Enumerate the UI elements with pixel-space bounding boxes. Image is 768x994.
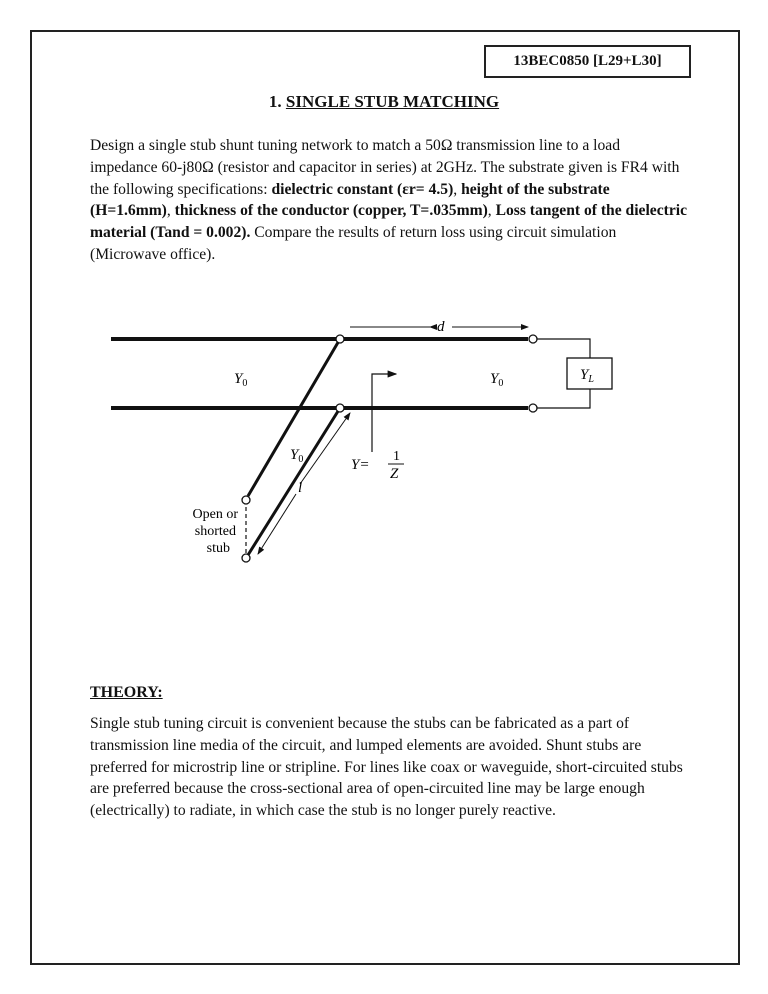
fraction-numerator: 1 [393, 449, 400, 464]
section-number: 1. [268, 92, 282, 111]
text-run: , [487, 202, 496, 220]
bold-run: dielectric constant (εr= 4.5) [271, 180, 454, 198]
y-ref-arrow [372, 374, 396, 452]
y0-label-stub: $Y_0$ [290, 447, 304, 465]
text-run: , [166, 202, 175, 220]
stub-label-line2: shorted [194, 524, 236, 539]
y0-label-left: $Y_0$ [234, 371, 248, 389]
stub-label-line3: stub [206, 541, 230, 556]
theory-text: Single stub tuning circuit is convenient because the stubs can be fabricated as a part of transmission line media of the circuit, and lumped elements are avoided. Shunt stubs are preferred for microstrip line or stripline. For lines like coax or waveguide, short-circuited stubs are preferred because the cross-sectional area of open-circuited line may be large enough (electrically) to radiate, in which case the stub is no longer purely reactive. [90, 715, 683, 820]
stub-line-2 [248, 408, 340, 555]
y-equals-label: Y= [351, 457, 370, 473]
roll-number-box: 13BEC0850 [L29+L30] [484, 45, 691, 78]
bold-run: height of the substrate (H=1.6mm) [90, 180, 610, 220]
section-title-text: SINGLE STUB MATCHING [285, 92, 500, 111]
bold-run: thickness of the conductor (copper, T=.035mm) [174, 202, 488, 220]
l-label: l [298, 480, 303, 496]
text-run: , [453, 180, 462, 198]
theory-heading: THEORY: [90, 684, 163, 701]
fraction-denominator: Z [390, 466, 399, 482]
d-label: d [437, 319, 445, 335]
bold-run: Loss tangent of the dielectric material (Tand = 0.002). [90, 202, 687, 242]
stub-line-1 [248, 339, 340, 496]
yl-label: $Y_L$ [580, 367, 594, 385]
y0-label-right: $Y_0$ [490, 371, 504, 389]
stub-label-line1: Open or [192, 507, 238, 522]
text-run: Compare the results of return loss using circuit simulation (Microwave office). [90, 224, 617, 263]
text-run: Design a single stub shunt tuning network to match a 50Ω transmission line to a load impedance 60-j80Ω (resistor and capacitor in series) at 2GHz. The substrate given is FR4 with the following specifications: [90, 137, 680, 198]
